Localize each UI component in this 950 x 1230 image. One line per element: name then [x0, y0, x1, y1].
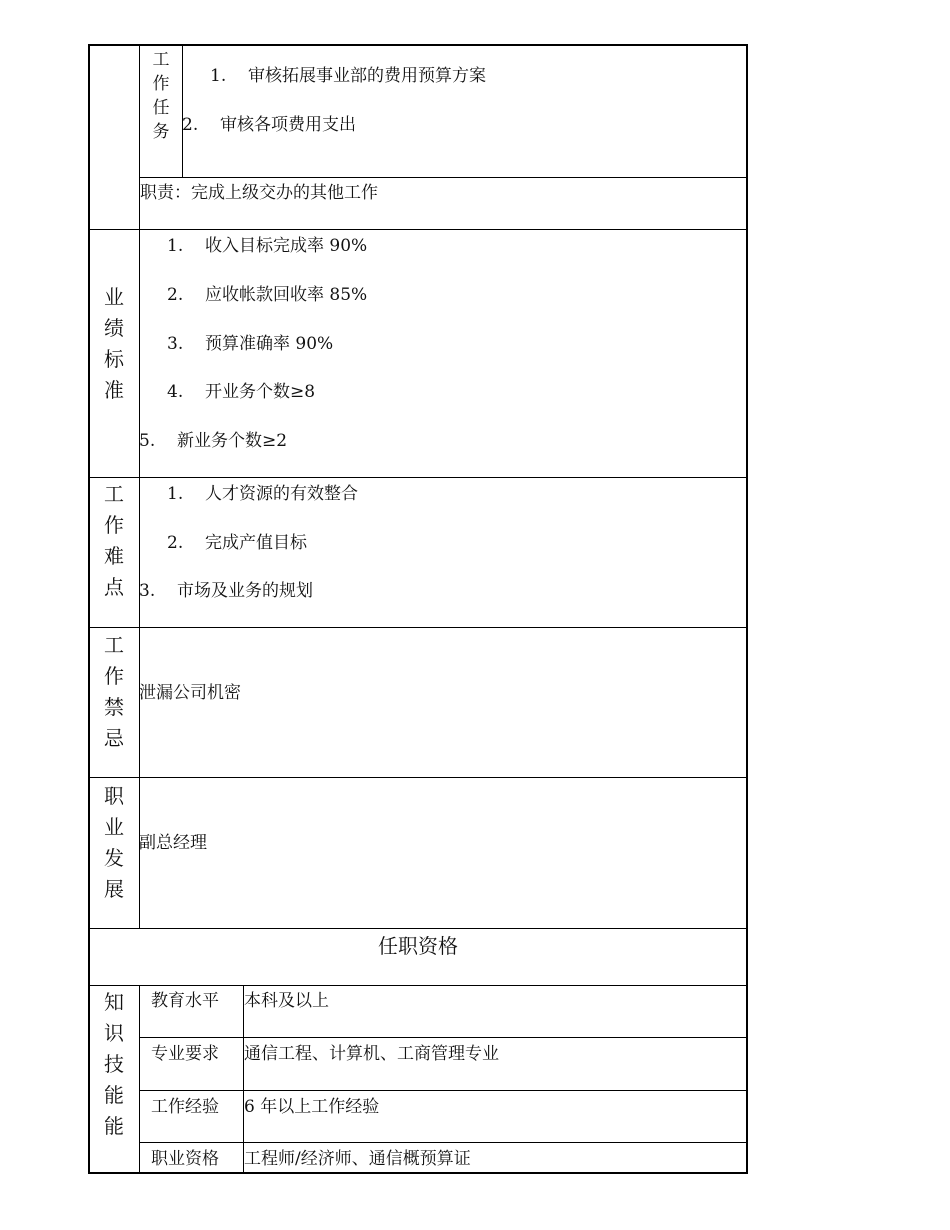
performance-item: 5. 新业务个数≥2	[139, 431, 288, 451]
row-divider-performance	[88, 229, 747, 230]
knowledge-label: 知 识 技 能 能	[104, 990, 124, 1138]
difficulties-label: 工 作 难 点	[104, 482, 124, 599]
difficulty-item: 1. 人才资源的有效整合	[167, 484, 358, 504]
knowledge-row-label: 职业资格	[151, 1149, 219, 1169]
performance-item: 4. 开业务个数≥8	[167, 382, 316, 402]
row-divider-difficulties	[88, 477, 747, 478]
difficulty-item: 3. 市场及业务的规划	[139, 581, 313, 601]
duty-text: 职责：完成上级交办的其他工作	[140, 183, 378, 203]
knowledge-row-label: 工作经验	[151, 1097, 219, 1117]
row-divider-knowledge	[88, 985, 747, 986]
performance-item: 3. 预算准确率 90%	[167, 334, 334, 354]
row-divider-qualification	[88, 928, 747, 929]
prohibitions-label: 工 作 禁 忌	[104, 633, 124, 750]
row-divider-prohibitions	[88, 627, 747, 628]
knowledge-row-value: 本科及以上	[244, 991, 329, 1011]
knowledge-row-value: 6 年以上工作经验	[244, 1097, 380, 1117]
task-label-divider	[182, 44, 183, 177]
table-border-right	[746, 44, 748, 1174]
knowledge-row-label: 教育水平	[151, 991, 219, 1011]
table-border-top	[88, 44, 748, 46]
duty-row-divider	[139, 177, 747, 178]
performance-item: 2. 应收帐款回收率 85%	[167, 285, 368, 305]
performance-label: 业 绩 标 准	[104, 285, 124, 402]
knowledge-row-divider-1	[139, 1037, 747, 1038]
knowledge-row-divider-2	[139, 1090, 747, 1091]
prohibitions-text: 泄漏公司机密	[139, 683, 241, 703]
knowledge-inner-divider	[243, 985, 244, 1173]
performance-item: 1. 收入目标完成率 90%	[167, 236, 368, 256]
knowledge-row-value: 通信工程、计算机、工商管理专业	[244, 1044, 499, 1064]
table-border-bottom	[88, 1172, 748, 1174]
work-tasks-label: 工 作 任 务	[152, 50, 170, 142]
knowledge-row-label: 专业要求	[151, 1044, 219, 1064]
task-item: 1. 审核拓展事业部的费用预算方案	[210, 66, 486, 86]
row-divider-career	[88, 777, 747, 778]
knowledge-row-value: 工程师/经济师、通信概预算证	[244, 1149, 471, 1169]
task-item: 2. 审核各项费用支出	[182, 115, 356, 135]
difficulty-item: 2. 完成产值目标	[167, 533, 307, 553]
career-text: 副总经理	[139, 833, 207, 853]
knowledge-row-divider-3	[139, 1142, 747, 1143]
career-label: 职 业 发 展	[104, 784, 124, 901]
label-column-divider-lower	[139, 985, 140, 1173]
qualification-title: 任职资格	[378, 934, 458, 958]
